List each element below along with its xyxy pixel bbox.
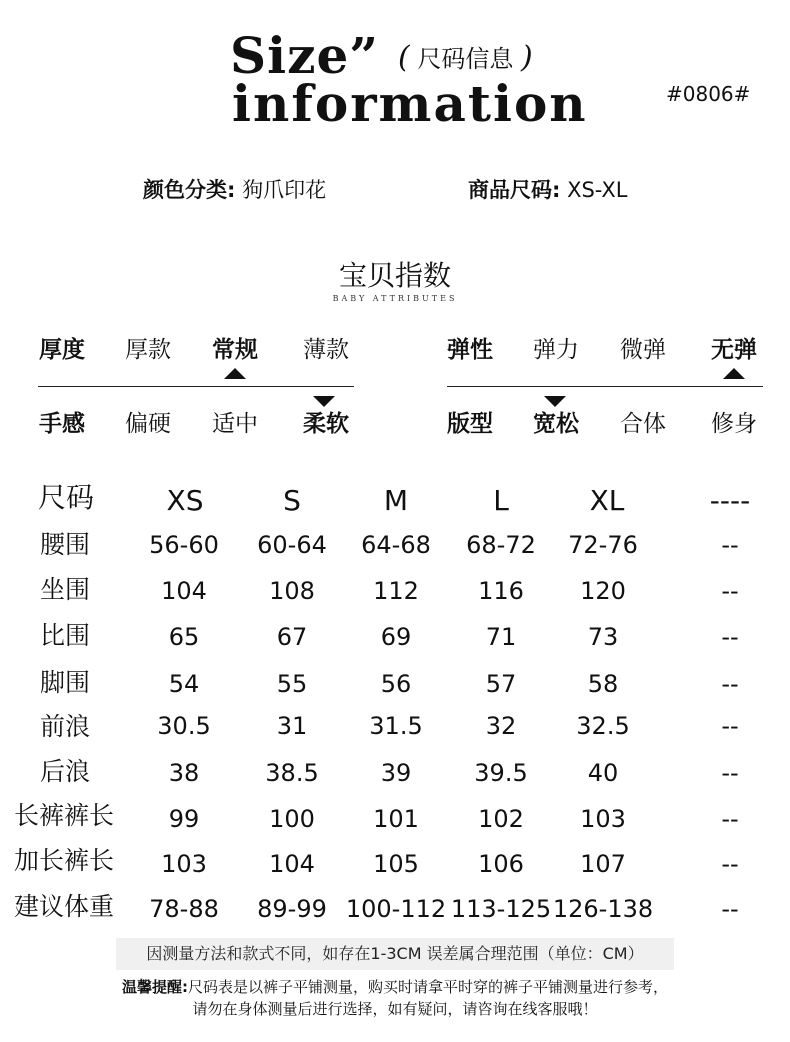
- table-cell: 108: [269, 577, 315, 605]
- table-cell: --: [721, 577, 739, 605]
- table-cell: 69: [380, 623, 412, 651]
- size-header-label: 尺码: [38, 481, 95, 514]
- size-label: 商品尺码:: [468, 178, 561, 202]
- attr-option: 适中: [212, 411, 258, 437]
- table-cell: 107: [580, 850, 626, 878]
- table-cell: 72-76: [568, 531, 638, 559]
- table-cell: 60-64: [257, 531, 327, 559]
- color-category: [143, 174, 326, 204]
- attr-option: 薄款: [303, 337, 349, 363]
- table-cell: 100-112: [345, 895, 447, 923]
- table-cell: --: [721, 623, 739, 651]
- row-label: 后浪: [40, 757, 91, 786]
- table-cell: 56: [380, 670, 412, 698]
- title-information: information: [232, 74, 588, 133]
- divider-left: [38, 386, 354, 387]
- attr-label-thickness: 厚度: [39, 337, 85, 363]
- table-cell: 113-125: [450, 895, 552, 923]
- table-cell: 54: [168, 670, 200, 698]
- table-cell: --: [721, 759, 739, 787]
- selected-marker-up-icon: [224, 368, 246, 379]
- warm-reminder-text: 尺码表是以裤子平铺测量，购买时请拿平时穿的裤子平铺测量进行参考，: [187, 978, 668, 996]
- table-cell: 105: [373, 850, 419, 878]
- table-cell: 55: [276, 670, 308, 698]
- attr-option: 厚款: [125, 337, 171, 363]
- attributes-subtitle: BABY ATTRIBUTES: [332, 294, 458, 303]
- table-cell: 38.5: [265, 759, 319, 787]
- table-cell: --: [721, 805, 739, 833]
- measurement-note: 因测量方法和款式不同，如存在1-3CM 误差属合理范围（单位：CM）: [116, 938, 674, 970]
- table-cell: 120: [580, 577, 626, 605]
- table-cell: 31: [276, 712, 308, 740]
- row-label: 坐围: [40, 575, 91, 604]
- table-cell: --: [721, 670, 739, 698]
- table-cell: --: [721, 850, 739, 878]
- attr-option-selected: 柔软: [303, 411, 349, 437]
- size-column-header: XL: [589, 484, 625, 517]
- title-size: Size”: [230, 26, 380, 85]
- table-cell: 65: [168, 623, 200, 651]
- size-column-header: XS: [166, 484, 204, 517]
- size-column-header: M: [383, 484, 409, 517]
- attributes-title: 宝贝指数: [338, 259, 451, 292]
- color-value: 狗爪印花: [242, 178, 327, 202]
- table-cell: 102: [478, 805, 524, 833]
- size-column-header: L: [493, 484, 509, 517]
- row-label: 加长裤长: [14, 846, 115, 875]
- size-column-header: S: [283, 484, 301, 517]
- table-cell: 71: [485, 623, 517, 651]
- table-cell: 126-138: [552, 895, 654, 923]
- attr-option-selected: 宽松: [533, 411, 579, 437]
- color-label: 颜色分类:: [143, 178, 236, 202]
- table-cell: 32: [485, 712, 517, 740]
- row-label: 建议体重: [14, 892, 115, 921]
- table-cell: --: [721, 895, 739, 923]
- title-chinese: [398, 42, 533, 75]
- table-cell: 31.5: [369, 712, 423, 740]
- table-cell: --: [721, 531, 739, 559]
- row-label: 脚围: [40, 668, 91, 697]
- attr-option: 合体: [620, 411, 666, 437]
- title-chinese-text: 尺码信息: [417, 45, 514, 73]
- paren-open: (: [398, 40, 410, 75]
- table-cell: 38: [168, 759, 200, 787]
- size-value: XS-XL: [567, 178, 628, 202]
- product-code: #0806#: [666, 82, 751, 106]
- table-cell: 104: [161, 577, 207, 605]
- selected-marker-down-icon: [544, 396, 566, 407]
- attr-option-selected: 常规: [212, 337, 258, 363]
- row-label: 长裤裤长: [14, 801, 115, 830]
- table-cell: 112: [373, 577, 419, 605]
- table-cell: 67: [276, 623, 308, 651]
- warm-reminder-label: 温馨提醒:: [121, 978, 188, 996]
- table-cell: 101: [373, 805, 419, 833]
- paren-close: ): [521, 40, 533, 75]
- table-cell: 32.5: [576, 712, 630, 740]
- table-cell: 40: [587, 759, 619, 787]
- table-cell: --: [721, 712, 739, 740]
- attr-label-fit: 版型: [447, 411, 493, 437]
- size-column-header: ----: [709, 484, 751, 517]
- row-label: 腰围: [40, 530, 91, 559]
- attr-option: 弹力: [533, 337, 579, 363]
- attr-label-elasticity: 弹性: [447, 337, 493, 363]
- table-cell: 116: [478, 577, 524, 605]
- attr-option: 微弹: [620, 337, 666, 363]
- table-cell: 89-99: [257, 895, 327, 923]
- attr-option: 修身: [711, 411, 757, 437]
- table-cell: 57: [485, 670, 517, 698]
- table-cell: 100: [269, 805, 315, 833]
- table-cell: 56-60: [149, 531, 219, 559]
- table-cell: 58: [587, 670, 619, 698]
- row-label: 比围: [40, 621, 91, 650]
- divider-right: [447, 386, 763, 387]
- attr-option-selected: 无弹: [711, 337, 757, 363]
- table-cell: 99: [168, 805, 200, 833]
- attr-option: 偏硬: [125, 411, 171, 437]
- table-cell: 73: [587, 623, 619, 651]
- selected-marker-down-icon: [313, 396, 335, 407]
- table-cell: 39: [380, 759, 412, 787]
- row-label: 前浪: [40, 712, 91, 741]
- table-cell: 30.5: [157, 712, 211, 740]
- warm-reminder: [0, 976, 790, 998]
- selected-marker-up-icon: [723, 368, 745, 379]
- warm-reminder-line2: 请勿在身体测量后进行选择，如有疑问，请咨询在线客服哦！: [192, 1000, 598, 1018]
- table-cell: 104: [269, 850, 315, 878]
- table-cell: 39.5: [474, 759, 528, 787]
- attr-label-feel: 手感: [39, 411, 85, 437]
- table-cell: 78-88: [149, 895, 219, 923]
- table-cell: 103: [580, 805, 626, 833]
- table-cell: 64-68: [361, 531, 431, 559]
- table-cell: 106: [478, 850, 524, 878]
- table-cell: 103: [161, 850, 207, 878]
- product-size: [468, 174, 627, 204]
- table-cell: 68-72: [466, 531, 536, 559]
